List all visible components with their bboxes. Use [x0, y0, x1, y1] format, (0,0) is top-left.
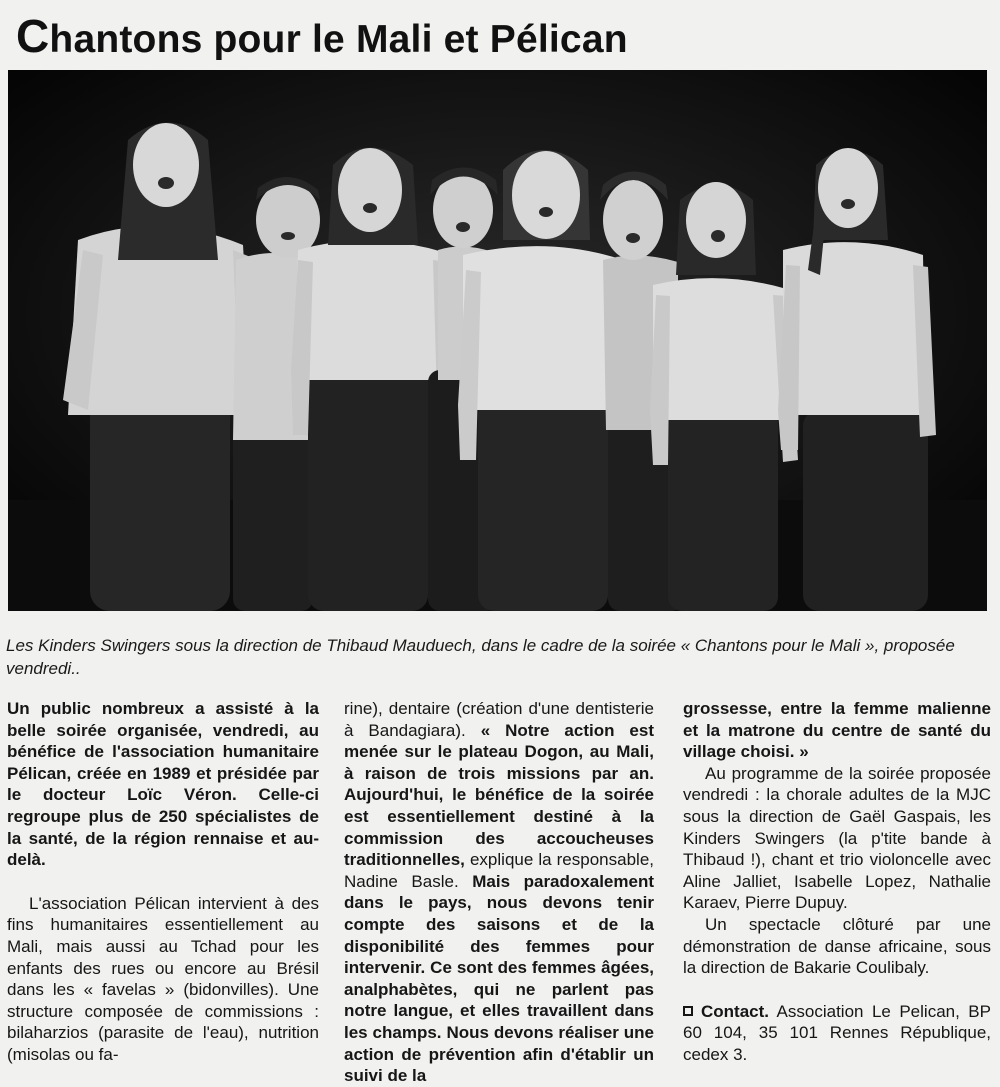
lead-paragraph: Un public nombreux a assisté à la belle soirée organisée, vendredi, au bénéfice de l'association humanitaire Pélican, créée en 1989 et présidée par le docteur Loïc Véron. Celle-ci regroupe plus de 250 spécialistes de la santé, de la région rennaise et au-delà. [7, 699, 319, 870]
quote-text: « Notre action est menée sur le plateau Dogon, au Mali, à raison de trois missions par an. Aujourd'hui, le bénéfice de la soirée est essentiellement destiné à la commission des accoucheuses traditionnelles, [344, 720, 654, 870]
article-column-3 [683, 698, 991, 1066]
photo-caption: Les Kinders Swingers sous la direction de Thibaud Mauduech, dans le cadre de la soirée « Chantons pour le Mali », proposée vendredi.. [6, 636, 955, 678]
contact-paragraph [683, 1001, 991, 1066]
contact-text: Association Le Pelican, BP 60 104, 35 101 Rennes République, cedex 3. [683, 1001, 991, 1064]
article-column-2 [344, 698, 654, 1087]
body-paragraph [344, 698, 654, 1087]
headline-rest: hantons pour le Mali et Pélican [49, 18, 628, 61]
article-column-1 [7, 698, 319, 1066]
body-text: rine), dentaire (création d'une dentisterie à Bandagiara). [344, 699, 654, 740]
article-headline [16, 8, 628, 68]
headline-initial: C [16, 10, 50, 62]
square-bullet-icon [683, 1006, 693, 1016]
contact-label: Contact. [701, 1001, 769, 1021]
quote-text: grossesse, entre la femme malienne et la matrone du centre de santé du village choisi. » [683, 699, 991, 762]
children-choir-illustration [8, 70, 987, 611]
choir-photo [8, 70, 987, 611]
body-text: explique la responsable, Nadine Basle. [344, 850, 654, 891]
quote-text: Mais paradoxalement dans le pays, nous devons tenir compte des saisons et de la disponibilité des femmes pour intervenir. Ce sont des femmes âgées, analphabètes, qui ne parlent pas notre langue, et elles travaillent dans les champs. Nous devons réaliser une action de prévention afin d'établir un suivi de la [344, 871, 654, 1086]
body-paragraph: Un spectacle clôturé par une démonstration de danse africaine, sous la direction de Bakarie Coulibaly. [683, 914, 991, 978]
body-paragraph: L'association Pélican intervient à des fins humanitaires essentiellement au Mali, mais aussi au Tchad pour les enfants des rues ou encore au Brésil dans les « favelas » (bidonvilles). Une structure composée de commissions : bilaharzios (parasite de l'eau), nutrition (misolas ou fa- [7, 893, 319, 1064]
body-paragraph: Au programme de la soirée proposée vendredi : la chorale adultes de la MJC sous la direction de Gaël Gaspais, les Kinders Swingers (la p'tite bande à Thibaud !), chant et trio violoncelle avec Aline Jalliet, Isabelle Lopez, Nathalie Karaev, Pierre Dupuy. [683, 763, 991, 913]
